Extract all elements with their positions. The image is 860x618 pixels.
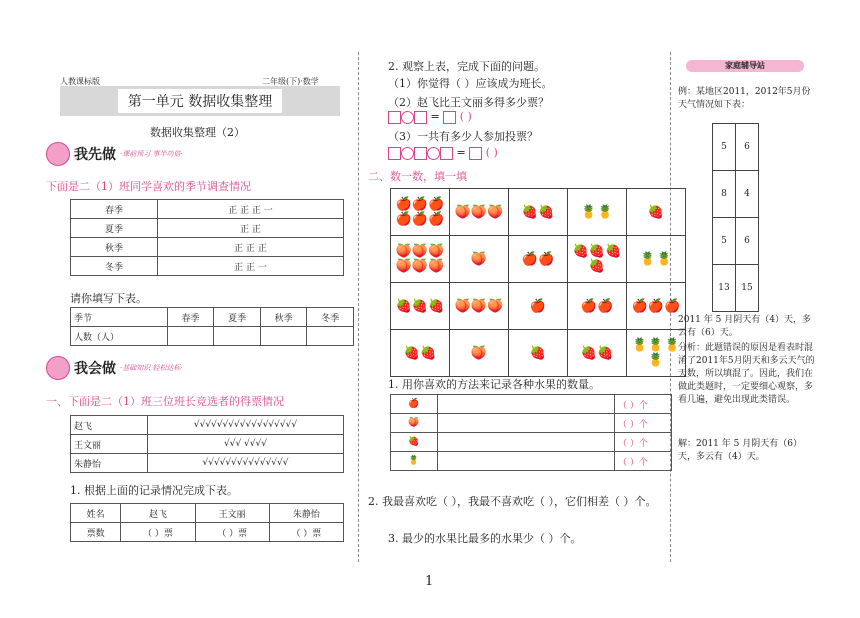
fruit-cell: 🍍🍍 — [627, 236, 686, 283]
table-cell: 秋季 — [71, 238, 158, 257]
count-blank: （ ）个 — [615, 395, 672, 414]
answer-cell[interactable] — [167, 327, 214, 346]
table-cell: 正 正 — [158, 219, 344, 238]
answer-cell[interactable]: （ ）票 — [195, 523, 269, 542]
unit-title: 第一单元 数据收集整理 — [118, 89, 282, 113]
table-cell: 春季 — [167, 308, 214, 327]
table-cell: 4 — [736, 171, 759, 218]
table-cell: 季节 — [71, 308, 168, 327]
fruit-cell: 🍎🍎🍎🍎🍎🍎 — [391, 189, 450, 236]
fruit-q3: 3. 最少的水果比最多的水果少（ ）个。 — [388, 532, 582, 545]
vote-tally-table — [70, 415, 344, 473]
table-cell: 正 正 一 — [158, 257, 344, 276]
table-cell: 赵飞 — [71, 416, 148, 435]
table-cell: 姓名 — [71, 504, 121, 523]
mascot-icon — [46, 142, 70, 166]
mid-q2b: （2）赵飞比王文丽多得多少票？ — [388, 96, 549, 109]
mid-q2c: （3）一共有多少人参加投票？ — [388, 130, 538, 143]
answer-cell[interactable] — [307, 327, 354, 346]
weather-table — [712, 123, 759, 312]
fruit-cell: 🍓 — [627, 189, 686, 236]
table-cell: 5 — [713, 124, 736, 171]
table-cell: √√√√√√√√√√√√√√√ — [148, 454, 344, 473]
tutor-analysis: 分析：此题错误的原因是看表时混淆了2011年5月阴天和多云天气的天数，所以填混了。因此，我们在做此类题时，一定要细心观察，多看几遍，避免出现此类错误。 — [678, 343, 815, 405]
answer-cell[interactable] — [214, 327, 261, 346]
table-cell: 朱静怡 — [71, 454, 148, 473]
mid-q2a: （1）你觉得（ ）应该成为班长。 — [388, 77, 553, 90]
season-count-table — [70, 307, 354, 346]
table-cell: 票数 — [71, 523, 121, 542]
answer-cell[interactable] — [438, 395, 615, 414]
fruit-cell: 🍎🍎 — [568, 283, 627, 330]
table-cell: 夏季 — [71, 219, 158, 238]
table-cell: 冬季 — [307, 308, 354, 327]
grade-label: 二年级(下)·数学 — [262, 77, 319, 86]
count-blank: （ ）个 — [615, 433, 672, 452]
table-cell: 赵飞 — [121, 504, 195, 523]
banner-sub: ·基础知识 轻松达标· — [120, 364, 183, 372]
season-prompt: 下面是二（1）班同学喜欢的季节调查情况 — [46, 180, 251, 193]
tutor-answer: 2011 年 5 月阴天有（4）天，多云有（6）天。 — [678, 315, 811, 338]
tutor-example: 例：某地区2011，2012年5月份天气情况如下表： — [678, 87, 811, 110]
fruit-grid — [390, 188, 686, 377]
fruit-cell: 🍓🍓🍓 — [391, 283, 450, 330]
vote-count-table — [70, 503, 344, 542]
fruit-cell: 🍑🍑🍑🍑🍑🍑 — [391, 236, 450, 283]
tutor-banner: 家庭辅导站 — [686, 60, 804, 72]
banner-preview — [46, 142, 183, 166]
edition-label: 人教课标版 — [60, 77, 100, 86]
table-cell: √√√ √√√√ — [148, 435, 344, 454]
answer-cell[interactable]: （ ）票 — [269, 523, 343, 542]
fruit-q2: 2. 我最喜欢吃（ ），我最不喜欢吃（ ），它们相差（ ）个。 — [368, 495, 657, 508]
fruit-cell: 🍍🍍 — [568, 189, 627, 236]
banner-practice — [46, 356, 183, 380]
table-cell: 冬季 — [71, 257, 158, 276]
fruit-cell: 🍓🍓 — [568, 330, 627, 377]
answer-cell[interactable] — [260, 327, 307, 346]
vote-prompt: 一、下面是二（1）班三位班长竞选者的得票情况 — [46, 395, 284, 408]
season-tally-table — [70, 199, 344, 276]
fruit-cell: 🍑🍑🍑 — [450, 189, 509, 236]
answer-cell[interactable] — [438, 452, 615, 471]
fruit-cell: 🍓🍓 — [509, 189, 568, 236]
fruit-record-table: 🍎 （ ）个 🍑 （ ）个 🍓 （ ）个 🍍 （ ）个 — [390, 394, 672, 471]
table-cell: 正 正 正 — [158, 238, 344, 257]
fruit-cell: 🍑 — [450, 236, 509, 283]
vote-q1: 1. 根据上面的记录情况完成下表。 — [70, 484, 238, 497]
table-cell: 人数（人） — [71, 327, 168, 346]
answer-cell[interactable] — [438, 414, 615, 433]
fruit-cell: 🍎🍎 — [509, 236, 568, 283]
table-cell: 春季 — [71, 200, 158, 219]
column-divider — [358, 52, 359, 562]
fruit-cell: 🍓🍓 — [391, 330, 450, 377]
fruit-q1: 1. 用你喜欢的方法来记录各种水果的数量。 — [388, 378, 600, 391]
page-number: 1 — [425, 574, 434, 589]
banner-sub: ·课前预习 事半功倍· — [120, 150, 183, 158]
table-cell: 秋季 — [260, 308, 307, 327]
answer-cell[interactable]: （ ）票 — [121, 523, 195, 542]
equation-row-1: = ( ) — [388, 110, 472, 124]
fruit-cell: 🍓🍓🍓🍓 — [568, 236, 627, 283]
table-cell: 15 — [736, 265, 759, 312]
table-cell: 6 — [736, 218, 759, 265]
banner-title: 我先做 — [74, 147, 116, 163]
table-cell: 夏季 — [214, 308, 261, 327]
answer-cell[interactable] — [438, 433, 615, 452]
table-cell: 13 — [713, 265, 736, 312]
fruit-cell: 🍍🍍🍍🍍 — [627, 330, 686, 377]
table-cell: 王文丽 — [71, 435, 148, 454]
table-cell: √√√√√√√√√√√√√√√√√√ — [148, 416, 344, 435]
fruit-cell: 🍎🍎🍎 — [627, 283, 686, 330]
table-cell: 正 正 正 一 — [158, 200, 344, 219]
table-cell: 王文丽 — [195, 504, 269, 523]
fruit-cell: 🍑🍑🍑 — [450, 283, 509, 330]
equation-row-2: = ( ) — [388, 146, 498, 160]
mascot-icon — [46, 356, 70, 380]
fruit-cell: 🍑 — [450, 330, 509, 377]
banner-title: 我会做 — [74, 361, 116, 377]
tutor-solution: 解：2011 年 5 月阴天有（6）天，多云有（4）天。 — [678, 439, 802, 462]
lesson-subtitle: 数据收集整理（2） — [150, 126, 245, 139]
unit-title-bar — [60, 86, 340, 116]
table-cell: 5 — [713, 218, 736, 265]
table-cell: 朱静怡 — [269, 504, 343, 523]
fruit-cell: 🍓 — [509, 330, 568, 377]
table-cell: 8 — [713, 171, 736, 218]
mid-sec2: 二、数一数，填一填 — [368, 170, 467, 183]
count-blank: （ ）个 — [615, 452, 672, 471]
table-cell: 6 — [736, 124, 759, 171]
count-blank: （ ）个 — [615, 414, 672, 433]
fruit-cell: 🍎 — [509, 283, 568, 330]
fill-prompt: 请你填写下表。 — [70, 292, 147, 305]
mid-q2: 2. 观察上表，完成下面的问题。 — [388, 60, 545, 73]
